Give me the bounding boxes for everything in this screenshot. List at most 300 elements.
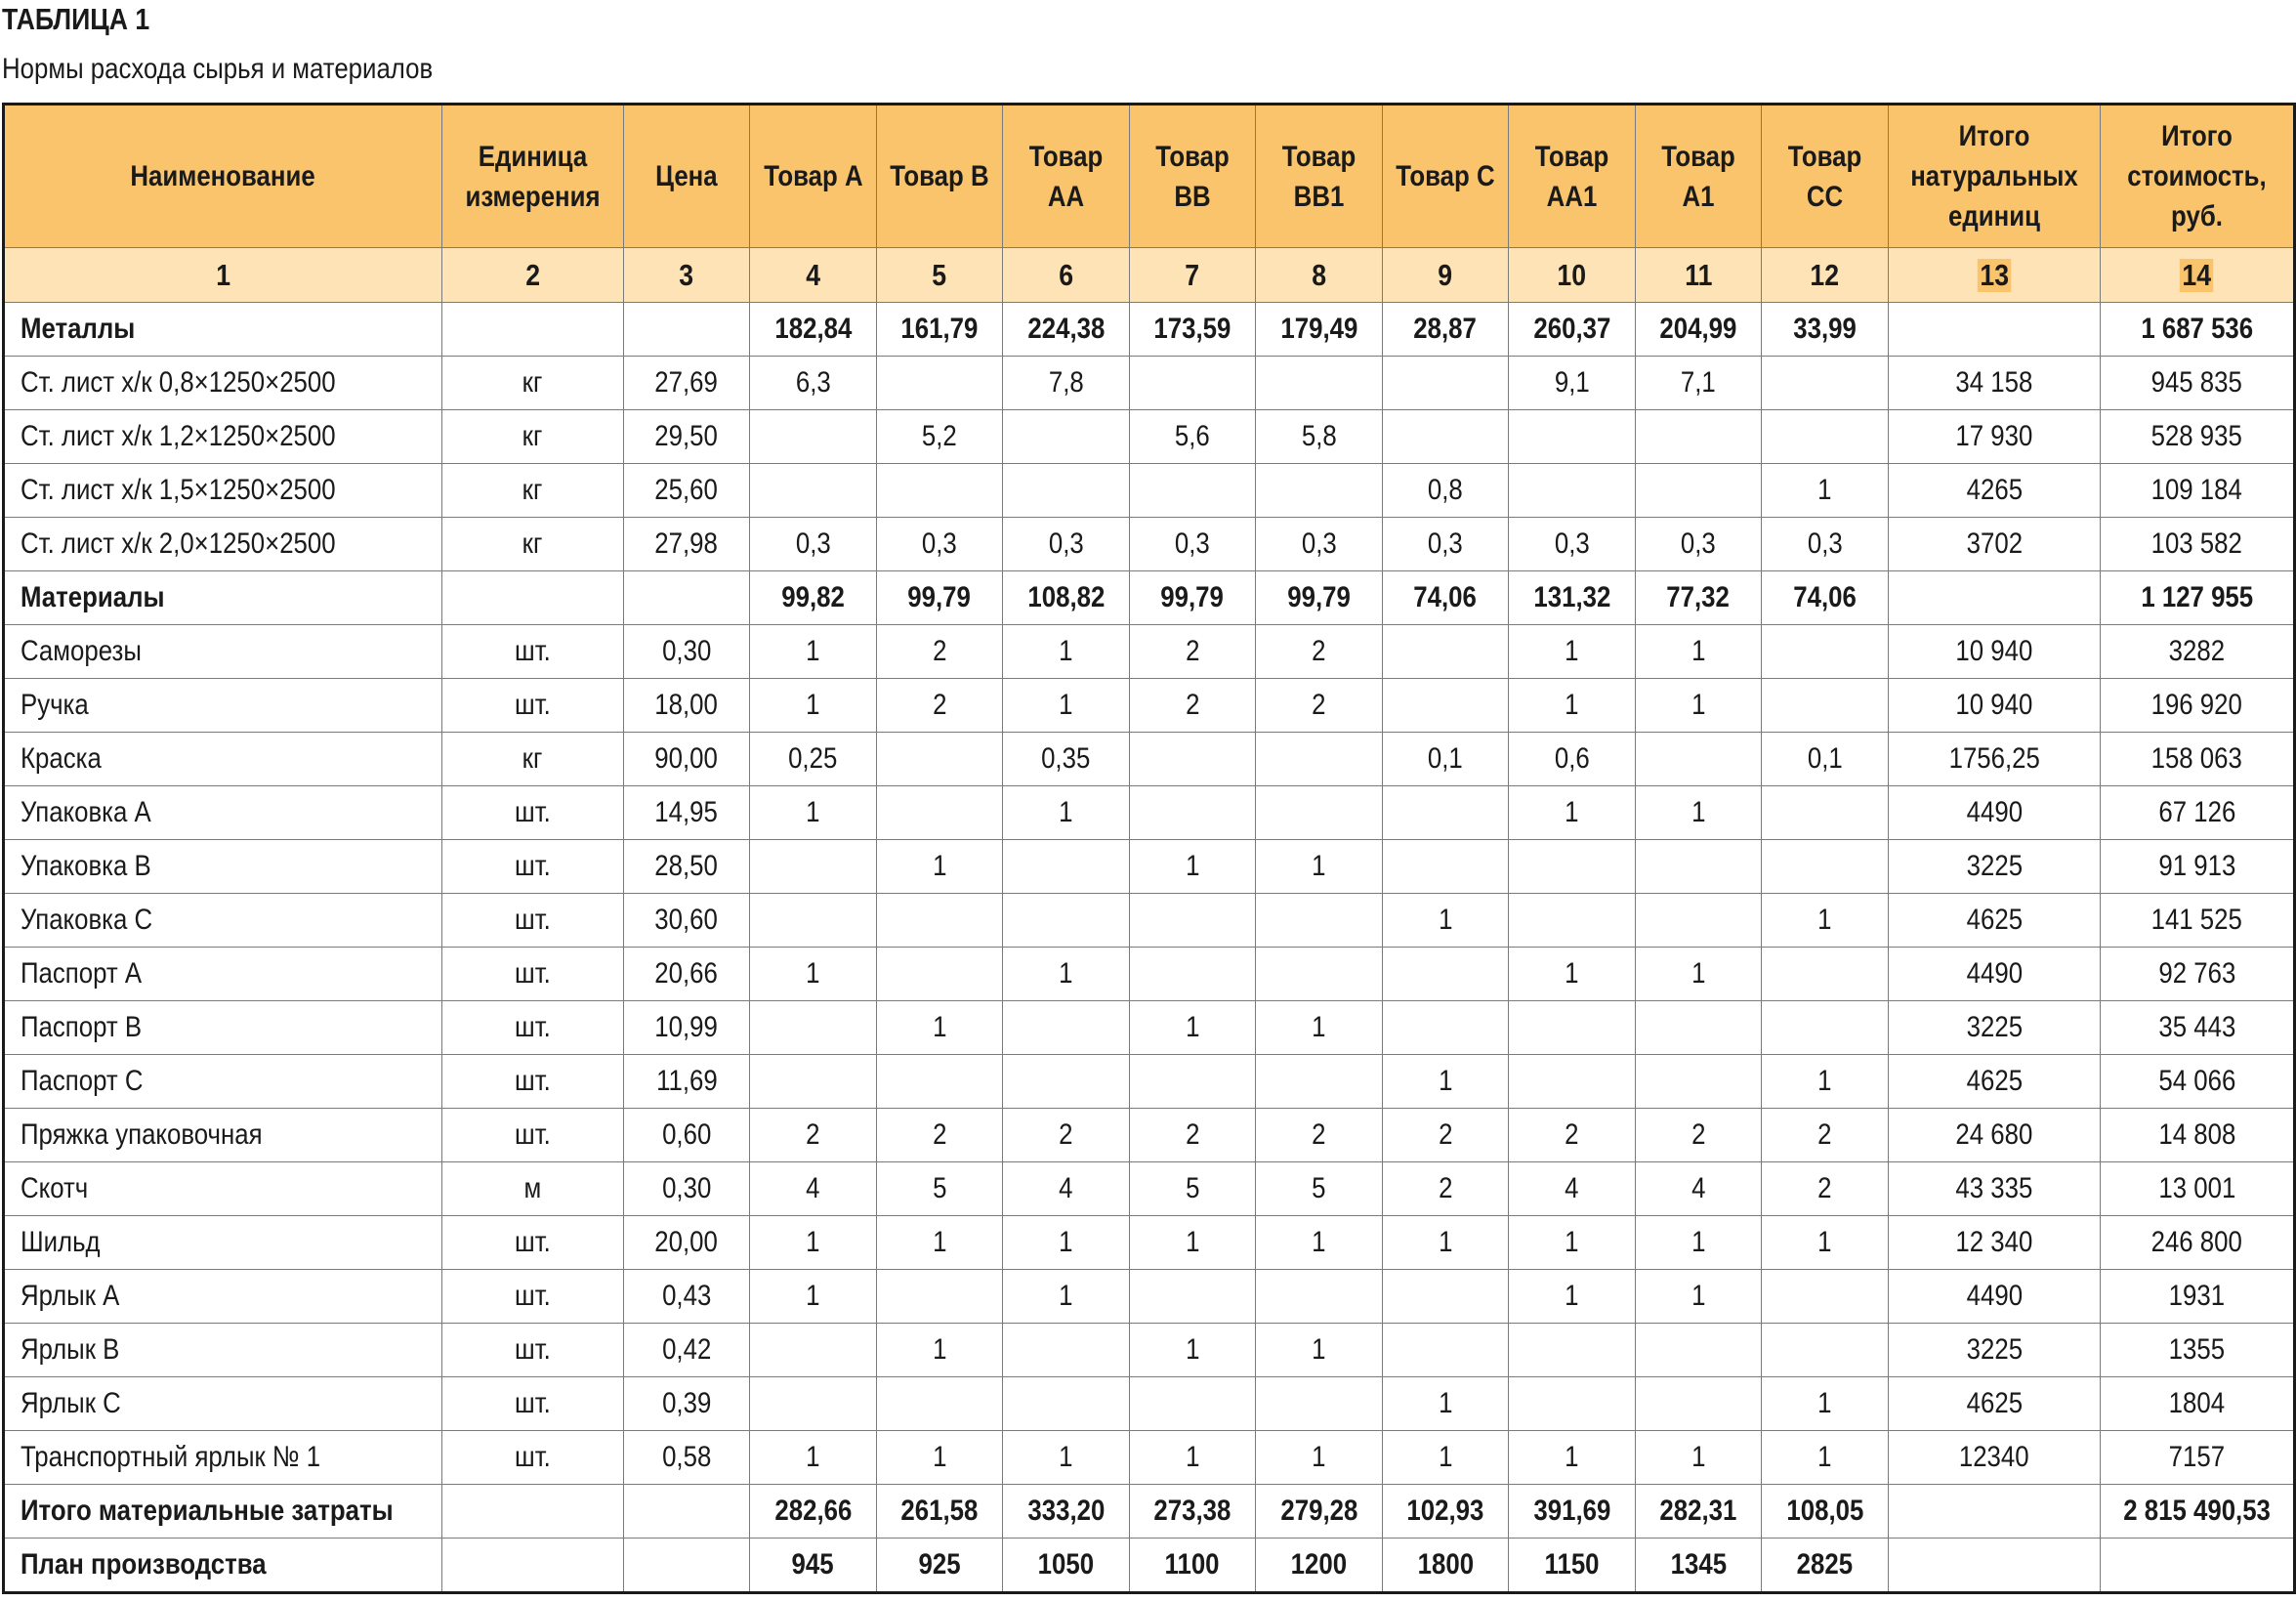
table-cell — [1762, 1539, 1889, 1593]
cell-value: 1 — [1817, 1387, 1832, 1419]
table-cell — [877, 410, 1003, 464]
cell-value: 182,84 — [774, 313, 852, 345]
table-cell — [1130, 1162, 1256, 1216]
cell-value: 1 — [806, 957, 820, 990]
cell-value: 1 — [1185, 1011, 1200, 1043]
table-cell — [1889, 303, 2101, 357]
table-cell — [624, 625, 750, 679]
table-cell — [442, 464, 624, 518]
cell-value: кг — [522, 420, 543, 452]
cell-value: 1355 — [2168, 1333, 2226, 1366]
cell-value: 2 — [1312, 1118, 1326, 1151]
cell-value: 0,1 — [1807, 742, 1843, 775]
table-cell — [1636, 1431, 1762, 1485]
table-cell — [442, 1109, 624, 1162]
table-cell — [1509, 1109, 1636, 1162]
cell-value: 1931 — [2168, 1280, 2226, 1312]
cell-value: 1200 — [1290, 1548, 1348, 1581]
cell-value: 1 — [1438, 1441, 1453, 1473]
cell-value: 2 — [1817, 1118, 1832, 1151]
table-cell — [624, 1377, 750, 1431]
column-header-label: Товар А1 — [1661, 140, 1735, 213]
row-name: Краска — [21, 742, 102, 775]
row-name-cell — [4, 1216, 442, 1270]
cell-value: 1 127 955 — [2141, 581, 2253, 613]
table-cell — [877, 894, 1003, 948]
table-cell — [1509, 1162, 1636, 1216]
cell-value: 20,66 — [654, 957, 719, 990]
table-cell — [1509, 679, 1636, 733]
row-name: План производства — [21, 1548, 267, 1581]
row-name-cell — [4, 1162, 442, 1216]
cell-value: 17 930 — [1955, 420, 2033, 452]
column-number — [1003, 248, 1130, 303]
table-cell — [1889, 679, 2101, 733]
cell-value: 1 — [1565, 957, 1579, 990]
cell-value: 77,32 — [1666, 581, 1731, 613]
table-cell — [1762, 303, 1889, 357]
table-cell — [1889, 786, 2101, 840]
cell-value: 7,1 — [1681, 366, 1716, 399]
cell-value: 4490 — [1966, 1280, 2023, 1312]
table-cell — [1003, 1485, 1130, 1539]
table-body — [4, 303, 2295, 1593]
cell-value: 99,82 — [781, 581, 845, 613]
column-number — [442, 248, 624, 303]
cell-value: 4 — [1059, 1172, 1073, 1204]
cell-value: 25,60 — [654, 474, 719, 506]
table-cell — [1889, 464, 2101, 518]
table-cell — [1762, 894, 1889, 948]
cell-value: 13 001 — [2158, 1172, 2235, 1204]
table-cell — [1003, 464, 1130, 518]
cell-value: 1 — [806, 796, 820, 828]
table-cell — [1130, 786, 1256, 840]
table-cell — [1383, 948, 1509, 1001]
table-cell — [624, 1324, 750, 1377]
column-number — [2101, 248, 2295, 303]
row-name: Пряжка упаковочная — [21, 1118, 263, 1151]
row-name: Материалы — [21, 581, 165, 613]
table-row — [4, 894, 2295, 948]
table-cell — [750, 625, 877, 679]
cell-value: 5,6 — [1175, 420, 1210, 452]
cell-value: 5 — [1185, 1172, 1200, 1204]
table-cell — [2101, 1216, 2295, 1270]
cell-value: 1 — [1059, 1280, 1073, 1312]
cell-value: 1 — [1312, 1441, 1326, 1473]
table-cell — [1003, 840, 1130, 894]
table-cell — [1130, 464, 1256, 518]
table-cell — [2101, 948, 2295, 1001]
table-cell — [1130, 679, 1256, 733]
table-cell — [1509, 1431, 1636, 1485]
cell-value: 0,3 — [1807, 527, 1843, 560]
table-cell — [2101, 1377, 2295, 1431]
cell-value: 5 — [1312, 1172, 1326, 1204]
table-cell — [1256, 1324, 1383, 1377]
table-cell — [2101, 571, 2295, 625]
table-cell — [1762, 1162, 1889, 1216]
table-cell — [877, 1055, 1003, 1109]
table-cell — [877, 1431, 1003, 1485]
table-cell — [750, 1055, 877, 1109]
table-cell — [1636, 571, 1762, 625]
cell-value: 30,60 — [654, 904, 719, 936]
column-header-label: Товар АА — [1028, 140, 1104, 213]
table-cell — [1509, 1377, 1636, 1431]
table-caption: ТАБЛИЦА 1 — [2, 2, 150, 36]
cell-value: 4 — [806, 1172, 820, 1204]
table-row — [4, 1216, 2295, 1270]
table-cell — [624, 518, 750, 571]
column-header-label: Товар В — [890, 160, 989, 192]
table-cell — [1889, 518, 2101, 571]
table-cell — [1003, 1431, 1130, 1485]
table-cell — [1636, 1485, 1762, 1539]
material-norms-table — [2, 103, 2296, 1594]
column-number — [1636, 248, 1762, 303]
table-cell — [1383, 1109, 1509, 1162]
table-cell — [1256, 1216, 1383, 1270]
column-number-label: 11 — [1684, 257, 1713, 292]
table-cell — [1636, 733, 1762, 786]
cell-value: 1 — [1312, 1011, 1326, 1043]
cell-value: 14,95 — [654, 796, 719, 828]
column-header-label: Товар ВВ — [1155, 140, 1230, 213]
table-cell — [1383, 571, 1509, 625]
column-header — [1003, 105, 1130, 248]
table-cell — [1383, 410, 1509, 464]
cell-value: 1 — [1817, 904, 1832, 936]
cell-value: 1 — [1565, 796, 1579, 828]
cell-value: 12 340 — [1955, 1226, 2033, 1258]
table-cell — [877, 625, 1003, 679]
cell-value: шт. — [515, 635, 551, 667]
table-cell — [442, 571, 624, 625]
table-cell — [1003, 1216, 1130, 1270]
table-cell — [2101, 464, 2295, 518]
cell-value: 7,8 — [1048, 366, 1084, 399]
header-row — [4, 105, 2295, 248]
row-name: Ручка — [21, 689, 89, 721]
cell-value: 1 — [1691, 635, 1706, 667]
cell-value: 4 — [1565, 1172, 1579, 1204]
table-cell — [1130, 1539, 1256, 1593]
cell-value: 1 — [1185, 1333, 1200, 1366]
cell-value: 391,69 — [1533, 1495, 1610, 1527]
cell-value: 33,99 — [1793, 313, 1857, 345]
cell-value: 12340 — [1959, 1441, 2029, 1473]
row-name: Шильд — [21, 1226, 101, 1258]
cell-value: 4490 — [1966, 796, 2023, 828]
table-cell — [1762, 786, 1889, 840]
cell-value: 1 — [1059, 689, 1073, 721]
table-cell — [750, 679, 877, 733]
table-cell — [1636, 679, 1762, 733]
column-header-label: Товар ВВ1 — [1281, 140, 1357, 213]
cell-value: 4 — [1691, 1172, 1706, 1204]
cell-value: 279,28 — [1280, 1495, 1357, 1527]
table-cell — [442, 625, 624, 679]
table-cell — [1889, 1377, 2101, 1431]
cell-value: 1 — [932, 1441, 947, 1473]
cell-value: 6,3 — [795, 366, 831, 399]
column-header — [1509, 105, 1636, 248]
cell-value: 4265 — [1966, 474, 2023, 506]
row-name: Ярлык А — [21, 1280, 120, 1312]
row-name-cell — [4, 840, 442, 894]
table-cell — [624, 1109, 750, 1162]
cell-value: 2 — [1059, 1118, 1073, 1151]
table-cell — [442, 894, 624, 948]
cell-value: 2 — [1312, 635, 1326, 667]
table-cell — [1130, 1216, 1256, 1270]
table-cell — [2101, 625, 2295, 679]
column-number-label: 12 — [1810, 257, 1840, 292]
row-name: Скотч — [21, 1172, 89, 1204]
cell-value: 1 — [1565, 1441, 1579, 1473]
cell-value: 0,3 — [1428, 527, 1463, 560]
column-header — [1889, 105, 2101, 248]
table-cell — [2101, 410, 2295, 464]
table-cell — [1256, 1109, 1383, 1162]
table-cell — [877, 518, 1003, 571]
row-name: Упаковка С — [21, 904, 153, 936]
table-cell — [1636, 1109, 1762, 1162]
column-number — [1383, 248, 1509, 303]
table-row — [4, 464, 2295, 518]
table-cell — [1636, 894, 1762, 948]
column-number-label: 8 — [1312, 257, 1326, 292]
table-cell — [750, 1377, 877, 1431]
table-cell — [442, 1539, 624, 1593]
table-cell — [1762, 464, 1889, 518]
row-name-cell — [4, 1270, 442, 1324]
cell-value: 1 — [806, 635, 820, 667]
table-cell — [2101, 679, 2295, 733]
table-cell — [877, 1324, 1003, 1377]
cell-value: 0,60 — [661, 1118, 712, 1151]
table-row — [4, 410, 2295, 464]
column-header — [2101, 105, 2295, 248]
cell-value: 7157 — [2168, 1441, 2226, 1473]
table-cell — [2101, 357, 2295, 410]
table-cell — [750, 1485, 877, 1539]
table-row — [4, 357, 2295, 410]
table-cell — [442, 410, 624, 464]
table-cell — [877, 733, 1003, 786]
column-header — [1636, 105, 1762, 248]
table-cell — [750, 410, 877, 464]
table-cell — [877, 1001, 1003, 1055]
table-cell — [1256, 303, 1383, 357]
table-cell — [1636, 1055, 1762, 1109]
column-number — [1130, 248, 1256, 303]
cell-value: 0,3 — [1048, 527, 1084, 560]
table-cell — [1003, 410, 1130, 464]
table-summary-row — [4, 571, 2295, 625]
row-name-cell — [4, 1055, 442, 1109]
table-cell — [1509, 518, 1636, 571]
cell-value: 1 — [932, 1226, 947, 1258]
row-name-cell — [4, 1001, 442, 1055]
table-cell — [1383, 357, 1509, 410]
table-cell — [1383, 840, 1509, 894]
column-number-label: 7 — [1185, 257, 1200, 292]
table-cell — [1889, 625, 2101, 679]
table-cell — [750, 733, 877, 786]
cell-value: 246 800 — [2150, 1226, 2243, 1258]
table-cell — [624, 1001, 750, 1055]
cell-value: шт. — [515, 689, 551, 721]
cell-value: 99,79 — [1160, 581, 1225, 613]
table-cell — [1383, 1324, 1509, 1377]
table-cell — [1256, 1485, 1383, 1539]
table-cell — [442, 1162, 624, 1216]
table-cell — [750, 1162, 877, 1216]
row-name: Итого материальные затраты — [21, 1495, 394, 1527]
cell-value: 0,8 — [1428, 474, 1463, 506]
cell-value: 14 808 — [2158, 1118, 2235, 1151]
table-cell — [1003, 894, 1130, 948]
cell-value: 0,3 — [795, 527, 831, 560]
cell-value: 1 — [1565, 1226, 1579, 1258]
table-cell — [1256, 1431, 1383, 1485]
table-cell — [624, 840, 750, 894]
column-header-label: Итого стоимость, руб. — [2127, 120, 2267, 232]
column-number-row — [4, 248, 2295, 303]
cell-value: 10 940 — [1955, 689, 2033, 721]
column-header-label: Товар СС — [1787, 140, 1862, 213]
table-cell — [1889, 1109, 2101, 1162]
row-name: Паспорт А — [21, 957, 143, 990]
table-cell — [1383, 1216, 1509, 1270]
table-cell — [1509, 1485, 1636, 1539]
table-cell — [1256, 1270, 1383, 1324]
row-name: Ярлык С — [21, 1387, 121, 1419]
cell-value: 141 525 — [2150, 904, 2243, 936]
column-header — [1256, 105, 1383, 248]
table-cell — [624, 786, 750, 840]
cell-value: 173,59 — [1153, 313, 1231, 345]
table-cell — [1130, 357, 1256, 410]
cell-value: 92 763 — [2158, 957, 2235, 990]
table-cell — [750, 840, 877, 894]
cell-value: 4490 — [1966, 957, 2023, 990]
table-cell — [1636, 948, 1762, 1001]
cell-value: 945 — [791, 1548, 835, 1581]
table-cell — [2101, 1431, 2295, 1485]
cell-value: 99,79 — [1287, 581, 1351, 613]
column-number-label: 6 — [1059, 257, 1073, 292]
row-name-cell — [4, 894, 442, 948]
table-cell — [1383, 1270, 1509, 1324]
table-cell — [1003, 1539, 1130, 1593]
cell-value: 108,82 — [1027, 581, 1105, 613]
cell-value: 0,58 — [661, 1441, 712, 1473]
table-cell — [1383, 1431, 1509, 1485]
table-cell — [1509, 410, 1636, 464]
cell-value: 4625 — [1966, 1065, 2023, 1097]
table-cell — [1889, 894, 2101, 948]
table-cell — [442, 1270, 624, 1324]
row-name: Ст. лист х/к 1,2×1250×2500 — [21, 420, 336, 452]
cell-value: 1 — [806, 1280, 820, 1312]
table-cell — [1889, 1216, 2101, 1270]
cell-value: 1 — [1059, 1441, 1073, 1473]
cell-value: шт. — [515, 1387, 551, 1419]
table-cell — [1003, 1001, 1130, 1055]
cell-value: 27,98 — [654, 527, 719, 560]
table-cell — [1383, 733, 1509, 786]
cell-value: 224,38 — [1027, 313, 1105, 345]
row-name-cell — [4, 571, 442, 625]
row-name-cell — [4, 948, 442, 1001]
cell-value: 1100 — [1165, 1548, 1220, 1581]
table-cell — [877, 1539, 1003, 1593]
row-name: Упаковка В — [21, 850, 151, 882]
cell-value: 333,20 — [1027, 1495, 1105, 1527]
table-cell — [877, 571, 1003, 625]
cell-value: 11,69 — [655, 1065, 718, 1097]
row-name-cell — [4, 518, 442, 571]
cell-value: 925 — [918, 1548, 961, 1581]
table-cell — [1130, 1431, 1256, 1485]
row-name-cell — [4, 303, 442, 357]
cell-value: 2 — [932, 689, 947, 721]
table-cell — [1889, 1539, 2101, 1593]
table-cell — [877, 1216, 1003, 1270]
cell-value: 67 126 — [2158, 796, 2235, 828]
table-cell — [2101, 1485, 2295, 1539]
cell-value: 528 935 — [2150, 420, 2243, 452]
table-cell — [2101, 518, 2295, 571]
table-cell — [1383, 303, 1509, 357]
column-number — [750, 248, 877, 303]
cell-value: 0,35 — [1041, 742, 1091, 775]
row-name-cell — [4, 357, 442, 410]
column-header-label: Цена — [655, 160, 718, 192]
column-number-label: 5 — [932, 257, 947, 292]
table-cell — [877, 1162, 1003, 1216]
cell-value: 1 — [1817, 1065, 1832, 1097]
table-cell — [1383, 1162, 1509, 1216]
cell-value: 2 — [1565, 1118, 1579, 1151]
table-cell — [1509, 464, 1636, 518]
table-cell — [2101, 733, 2295, 786]
cell-value: 1 — [1438, 1226, 1453, 1258]
column-number — [877, 248, 1003, 303]
table-cell — [1383, 464, 1509, 518]
table-cell — [1003, 1109, 1130, 1162]
table-cell — [624, 1216, 750, 1270]
cell-value: 1 — [1185, 1226, 1200, 1258]
table-cell — [877, 679, 1003, 733]
table-cell — [1130, 1485, 1256, 1539]
column-header — [1762, 105, 1889, 248]
table-cell — [877, 786, 1003, 840]
cell-value: 0,43 — [661, 1280, 712, 1312]
cell-value: 179,49 — [1280, 313, 1357, 345]
cell-value: 2 — [806, 1118, 820, 1151]
cell-value: 10 940 — [1955, 635, 2033, 667]
cell-value: 2 — [932, 635, 947, 667]
table-cell — [1256, 1055, 1383, 1109]
cell-value: 3702 — [1966, 527, 2023, 560]
cell-value: 0,3 — [1175, 527, 1210, 560]
cell-value: 2 — [1312, 689, 1326, 721]
